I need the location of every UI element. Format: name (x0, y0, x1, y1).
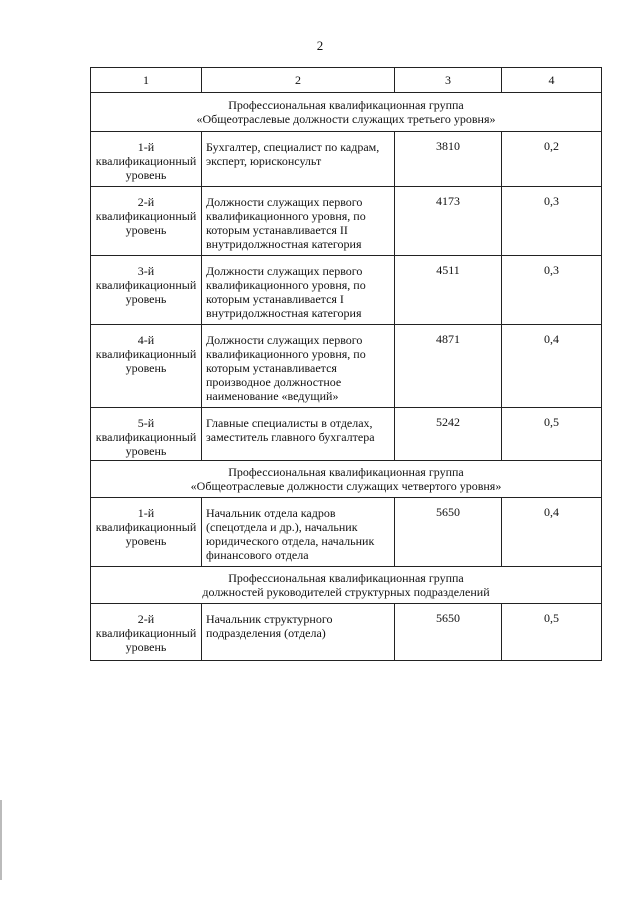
table-row (91, 325, 602, 408)
group-row (91, 461, 602, 498)
group-row (91, 567, 602, 604)
cell-line: которым устанавливается (206, 361, 337, 375)
cell-line: квалификационный (95, 626, 197, 640)
coefficient-cell: 0,3 (502, 256, 602, 325)
cell-line: квалификационного уровня, по (206, 209, 366, 223)
cell-line: Должности служащих первого (206, 333, 363, 347)
cell-line: Бухгалтер, специалист по кадрам, (206, 140, 380, 154)
job-title-cell (202, 408, 395, 461)
cell-line: квалификационного уровня, по (206, 347, 366, 361)
cell-line: «Общеотраслевые должности служащих четвертого уровня» (190, 479, 502, 493)
cell-line: 5-й (137, 416, 155, 430)
coefficient-cell: 0,2 (502, 132, 602, 187)
salary-cell: 5650 (395, 498, 502, 567)
cell-line: наименование «ведущий» (206, 389, 339, 403)
cell-line: уровень (125, 168, 167, 182)
cell-line: Профессиональная квалификационная группа (228, 98, 464, 112)
table-row (91, 604, 602, 661)
salary-cell: 4871 (395, 325, 502, 408)
page-number: 2 (316, 38, 324, 53)
salary-cell: 4511 (395, 256, 502, 325)
cell-line: Профессиональная квалификационная группа (228, 571, 464, 585)
table-row (91, 187, 602, 256)
qualification-level-cell (91, 498, 202, 567)
cell-line: квалификационного уровня, по (206, 278, 366, 292)
header-row (91, 68, 602, 93)
cell-line: уровень (125, 292, 167, 306)
salary-cell: 3810 (395, 132, 502, 187)
table-row (91, 256, 602, 325)
cell-line: уровень (125, 640, 167, 654)
cell-line: которым устанавливается I (206, 292, 344, 306)
cell-line: 1-й (137, 140, 155, 154)
cell-line: юридического отдела, начальник (206, 534, 375, 548)
table-row (91, 132, 602, 187)
group-title (91, 567, 602, 604)
qualification-level-cell (91, 604, 202, 661)
cell-line: 3-й (137, 264, 155, 278)
cell-line: квалификационный (95, 209, 197, 223)
cell-line: «Общеотраслевые должности служащих третьего уровня» (196, 112, 496, 126)
cell-line: Профессиональная квалификационная группа (228, 465, 464, 479)
cell-line: 1-й (137, 506, 155, 520)
cell-line: подразделения (отдела) (206, 626, 326, 640)
coefficient-cell: 0,5 (502, 604, 602, 661)
cell-line: Начальник структурного (206, 612, 333, 626)
cell-line: квалификационный (95, 278, 197, 292)
header-col-3: 3 (395, 68, 502, 93)
salary-table (90, 67, 602, 661)
job-title-cell (202, 498, 395, 567)
header-col-1: 1 (91, 68, 202, 93)
cell-line: квалификационный (95, 520, 197, 534)
cell-line: квалификационный (95, 154, 197, 168)
cell-line: Должности служащих первого (206, 264, 363, 278)
cell-line: уровень (125, 361, 167, 375)
cell-line: производное должностное (206, 375, 342, 389)
cell-line: 4-й (137, 333, 155, 347)
cell-line: (спецотдела и др.), начальник (206, 520, 358, 534)
group-row (91, 93, 602, 132)
cell-line: Должности служащих первого (206, 195, 363, 209)
table-row (91, 408, 602, 461)
qualification-level-cell (91, 408, 202, 461)
salary-cell: 4173 (395, 187, 502, 256)
job-title-cell (202, 256, 395, 325)
job-title-cell (202, 187, 395, 256)
salary-cell: 5650 (395, 604, 502, 661)
cell-line: 2-й (137, 612, 155, 626)
scan-edge-mark (0, 800, 2, 880)
table-body (91, 68, 602, 661)
cell-line: эксперт, юрисконсульт (206, 154, 322, 168)
coefficient-cell: 0,5 (502, 408, 602, 461)
cell-line: квалификационный (95, 347, 197, 361)
cell-line: уровень (125, 223, 167, 237)
header-col-4: 4 (502, 68, 602, 93)
cell-line: Начальник отдела кадров (206, 506, 336, 520)
coefficient-cell: 0,3 (502, 187, 602, 256)
cell-line: финансового отдела (206, 548, 309, 562)
header-col-2: 2 (202, 68, 395, 93)
cell-line: уровень (125, 444, 167, 458)
coefficient-cell: 0,4 (502, 325, 602, 408)
job-title-cell (202, 604, 395, 661)
cell-line: заместитель главного бухгалтера (206, 430, 375, 444)
cell-line: квалификационный (95, 430, 197, 444)
cell-line: должностей руководителей структурных подразделений (202, 585, 490, 599)
cell-line: Главные специалисты в отделах, (206, 416, 373, 430)
job-title-cell (202, 132, 395, 187)
table-row (91, 498, 602, 567)
salary-cell: 5242 (395, 408, 502, 461)
cell-line: внутридолжностная категория (206, 237, 362, 251)
qualification-level-cell (91, 325, 202, 408)
coefficient-cell: 0,4 (502, 498, 602, 567)
cell-line: которым устанавливается II (206, 223, 348, 237)
cell-line: 2-й (137, 195, 155, 209)
qualification-level-cell (91, 187, 202, 256)
group-title (91, 461, 602, 498)
cell-line: уровень (125, 534, 167, 548)
qualification-level-cell (91, 132, 202, 187)
job-title-cell (202, 325, 395, 408)
qualification-level-cell (91, 256, 202, 325)
group-title (91, 93, 602, 132)
cell-line: внутридолжностная категория (206, 306, 362, 320)
